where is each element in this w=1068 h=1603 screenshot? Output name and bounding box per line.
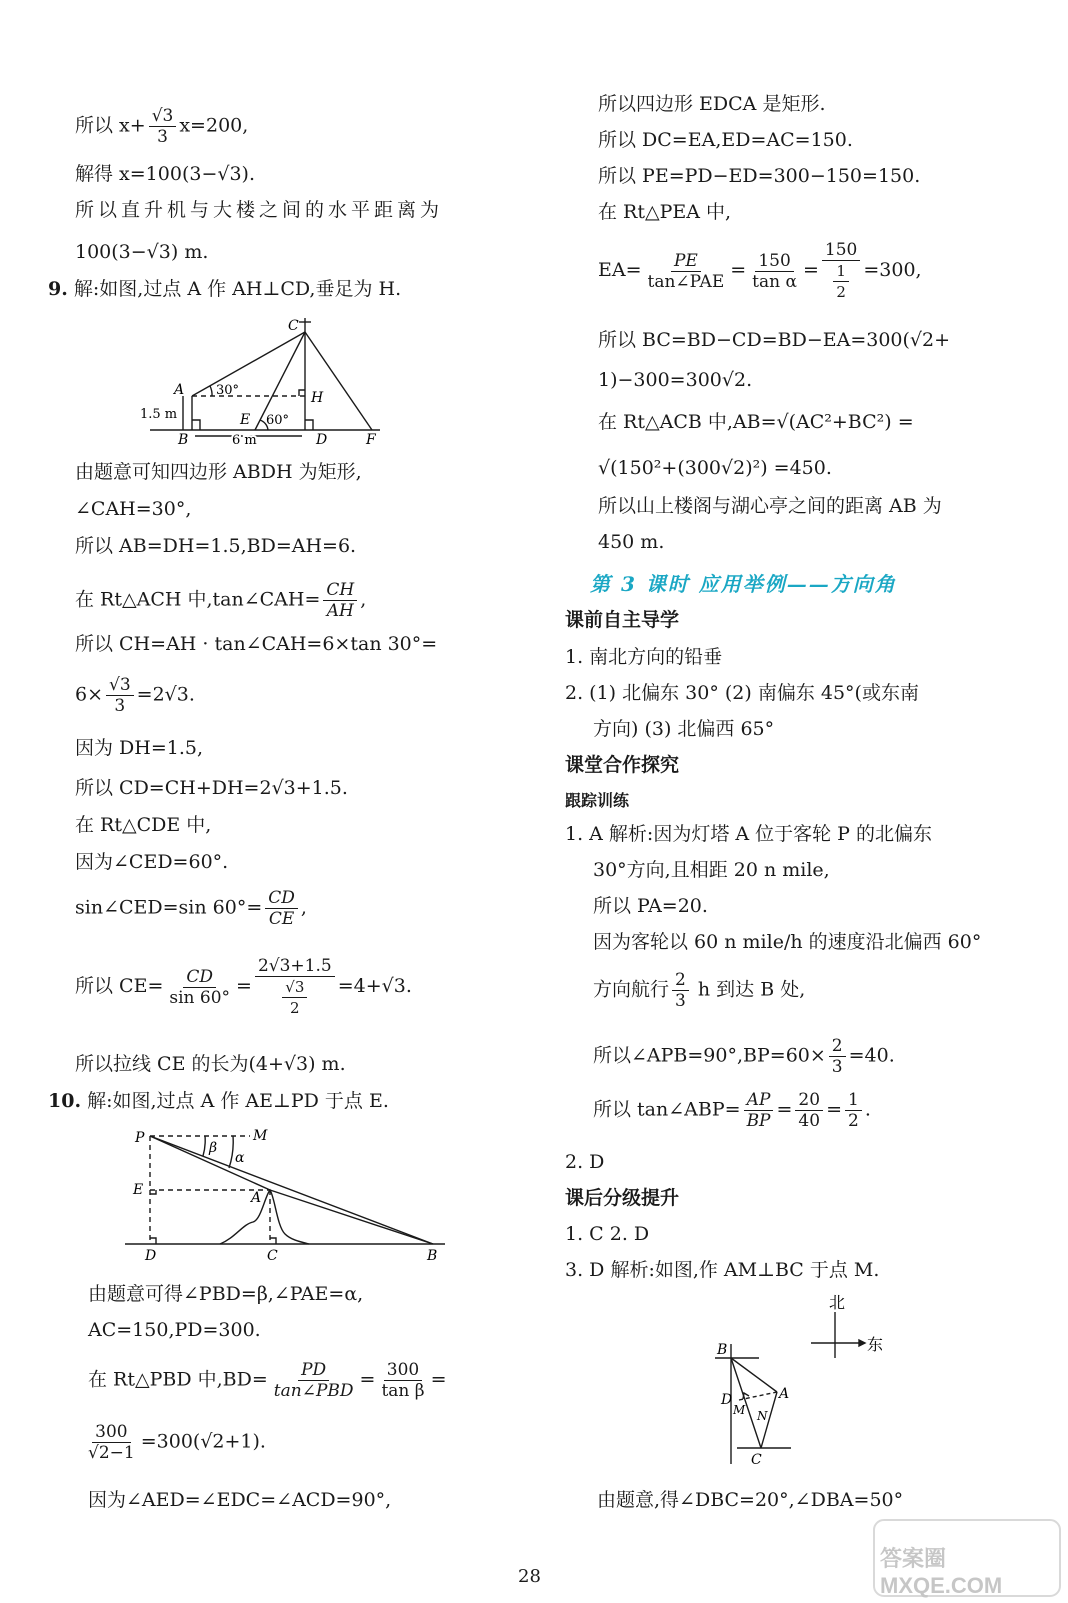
text-line: 在 Rt△PBD 中,BD= $\frac{PD}{\text{tan∠PBD}}$ = $\frac{300}{\text{tan β}}$ = [88,1360,447,1401]
text-line [82,1422,266,1463]
label-beta: β [209,1140,218,1156]
question-number: 10. [48,1090,82,1112]
text-line: 由题意可知四边形 ABDH 为矩形, [75,461,362,483]
label-A: A [779,1386,790,1402]
figure-10 [125,1126,455,1266]
label-C: C [267,1248,278,1264]
fraction: $\frac{AP}{BP}$ [744,1090,774,1131]
fraction: $\frac{300}{\text{tan β}}$ [381,1360,425,1401]
label-6m: 6 m [232,433,257,448]
eq-suffix: x=200, [179,114,249,137]
text-line: 所以 CD=CH+DH=2√3+1.5. [75,777,348,799]
fraction: $\frac{CH}{AH}$ [323,580,357,621]
eq-prefix: 方向航行 [593,978,670,1001]
text-line: 所以 AB=DH=1.5,BD=AH=6. [75,535,357,557]
text-line: 因为∠CED=60°. [75,851,229,873]
label-C: C [751,1452,762,1468]
label-A: A [174,382,185,398]
text-line [75,106,248,147]
label-F: F [366,432,376,448]
text-line: 所以 CE= $\frac{CD}{\sin 60^\circ}$ = $\frac{2√3+1.5}{\frac{√3}{2}}$ =4+√3. [75,956,412,1017]
fraction: $\frac{CD}{CE}$ [265,888,298,929]
text-line: 在 Rt△PEA 中, [598,201,732,223]
label-C: C [288,318,299,334]
question-text: 解:如图,过点 A 作 AH⊥CD,垂足为 H. [73,278,402,300]
question-number: 9. [48,278,68,300]
answer-line: 因为客轮以 60 n mile/h 的速度沿北偏西 60° [593,931,982,953]
label-P: P [135,1130,145,1146]
eq-prefix: 在 Rt△PBD 中,BD= [88,1368,268,1391]
answer-line [593,970,805,1011]
answer-line: 2. D [565,1151,605,1173]
eq-prefix: 所以∠APB=90°,BP=60× [593,1044,826,1067]
eq-prefix: 所以 x+ [75,114,146,137]
fraction: $\frac{2}{3}$ [672,970,689,1011]
eq-suffix: , [300,896,307,919]
question-text: 解:如图,过点 A 作 AE⊥PD 于点 E. [87,1090,389,1112]
label-alpha: α [235,1150,245,1166]
text-line: 在 Rt△ACB 中,AB=√(AC²+BC²) = [598,411,914,433]
label-north: 北 [829,1293,846,1312]
subheading: 课后分级提升 [565,1187,680,1209]
label-M: M [733,1403,746,1417]
label-B: B [717,1342,728,1358]
fraction: $\frac{300}{√2-1}$ [88,1422,135,1463]
text-line: 所以 DC=EA,ED=AC=150. [598,129,853,151]
text-line: 1)−300=300√2. [598,369,753,391]
watermark [872,1518,1062,1598]
eq-suffix: =300(√2+1). [140,1430,266,1453]
eq-suffix: =40. [848,1044,895,1067]
figure-3 [695,1292,895,1472]
answer-line: 所以 PA=20. [593,895,708,917]
eq-suffix: =2√3. [136,683,195,706]
eq-prefix: 所以 tan∠ABP= [593,1098,741,1121]
answer-line [593,1036,895,1077]
answer-line: 1. C 2. D [565,1223,650,1245]
label-D: D [721,1392,733,1408]
label-E: E [240,412,251,428]
subheading: 课前自主导学 [565,609,680,631]
answer-line: 由题意,得∠DBC=20°,∠DBA=50° [597,1489,904,1511]
text-line: 所以 PE=PD−ED=300−150=150. [598,165,921,187]
question-10 [48,1089,389,1113]
fraction: $\frac{150}{\frac{1}{2}}$ [822,240,860,302]
fraction: $\frac{150}{\text{tan α}}$ [752,250,797,292]
eq-suffix: . [864,1098,871,1121]
label-east: 东 [867,1335,884,1354]
answer-line: 所以 tan∠ABP= $\frac{AP}{BP}$ = $\frac{20}{40}$ = $\frac{1}{2}$ . [593,1090,871,1131]
label-B: B [178,432,189,448]
eq-prefix: 所以 CE= [75,975,164,997]
answer-line: 1. A 解析:因为灯塔 A 位于客轮 P 的北偏东 [565,823,932,845]
label-B: B [427,1248,438,1264]
eq-prefix: sin∠CED=sin 60°= [75,896,263,919]
eq-prefix: 在 Rt△ACH 中,tan∠CAH= [75,588,321,611]
text-line: 所以拉线 CE 的长为(4+√3) m. [75,1053,346,1075]
text-line: 所以直升机与大楼之间的水平距离为 [75,199,444,221]
subheading: 跟踪训练 [565,791,630,810]
answer-line: 3. D 解析:如图,作 AM⊥BC 于点 M. [565,1259,880,1281]
figure-9 [140,312,400,452]
text-line [75,580,366,621]
text-line: √(150²+(300√2)²) =450. [598,457,832,479]
label-30: 30° [216,383,240,398]
text-line [75,675,195,716]
eq-prefix: EA= [598,259,642,281]
fraction: $\frac{√3}{3}$ [149,106,177,147]
fraction: $\frac{2}{3}$ [829,1036,846,1077]
label-N: N [757,1409,768,1423]
label-height: 1.5 m [140,407,178,422]
fraction: $\frac{2√3+1.5}{\frac{√3}{2}}$ [255,956,335,1018]
text-line [75,888,307,929]
section-heading: 第 3 课时 应用举例——方向角 [590,572,897,596]
label-M: M [253,1128,268,1144]
label-E: E [133,1182,144,1198]
text-line: 因为 DH=1.5, [75,737,204,759]
label-A: A [251,1190,262,1206]
page-number: 28 [518,1566,541,1587]
fraction: $\frac{√3}{3}$ [106,675,134,716]
text-line: 所以山上楼阁与湖心亭之间的距离 AB 为 [598,495,942,517]
text-line: 所以四边形 EDCA 是矩形. [598,93,826,115]
text-line: 所以 CH=AH · tan∠CAH=6×tan 30°= [75,633,438,655]
label-60: 60° [266,413,290,428]
eq-suffix: = [430,1368,447,1391]
text-line: 450 m. [598,531,665,553]
text-line: 因为∠AED=∠EDC=∠ACD=90°, [88,1489,392,1511]
text-line: 100(3−√3) m. [75,241,209,263]
fraction: $\frac{PD}{\text{tan∠PBD}}$ [273,1360,354,1401]
eq-suffix: =4+√3. [337,975,412,997]
fraction: $\frac{CD}{\sin 60^\circ}$ [169,966,231,1008]
answer-line: 方向) (3) 北偏西 65° [593,718,775,740]
eq-suffix: =300, [863,259,922,281]
text-line: 所以 BC=BD−CD=BD−EA=300(√2+ [598,329,951,351]
eq-suffix: h 到达 B 处, [691,978,806,1001]
label-D: D [145,1248,157,1264]
eq-suffix: , [360,588,367,611]
answer-line: 2. (1) 北偏东 30° (2) 南偏东 45°(或东南 [565,682,919,704]
label-D: D [316,432,328,448]
answer-line: 1. 南北方向的铅垂 [565,646,723,668]
text-line: ∠CAH=30°, [75,498,192,520]
fraction: $\frac{PE}{\text{tan∠PAE}}$ [647,250,725,292]
text-line: 解得 x=100(3−√3). [75,163,256,185]
fraction: $\frac{20}{40}$ [795,1090,823,1131]
question-9 [48,277,401,301]
text-line: 在 Rt△CDE 中, [75,814,212,836]
subheading: 课堂合作探究 [565,754,680,776]
fraction: $\frac{1}{2}$ [845,1090,862,1131]
text-line: 由题意可得∠PBD=β,∠PAE=α, [88,1283,364,1305]
answer-line: 30°方向,且相距 20 n mile, [593,859,830,881]
label-H: H [311,390,324,406]
watermark-text: 答案圈 MXQE.COM [880,1546,1003,1598]
eq-prefix: 6× [75,683,104,706]
text-line: AC=150,PD=300. [88,1319,261,1341]
text-line: EA= $\frac{PE}{\text{tan∠PAE}}$ = $\frac{150}{\text{tan α}}$ = $\frac{150}{\frac{1}{2}}$ =300, [598,240,922,301]
